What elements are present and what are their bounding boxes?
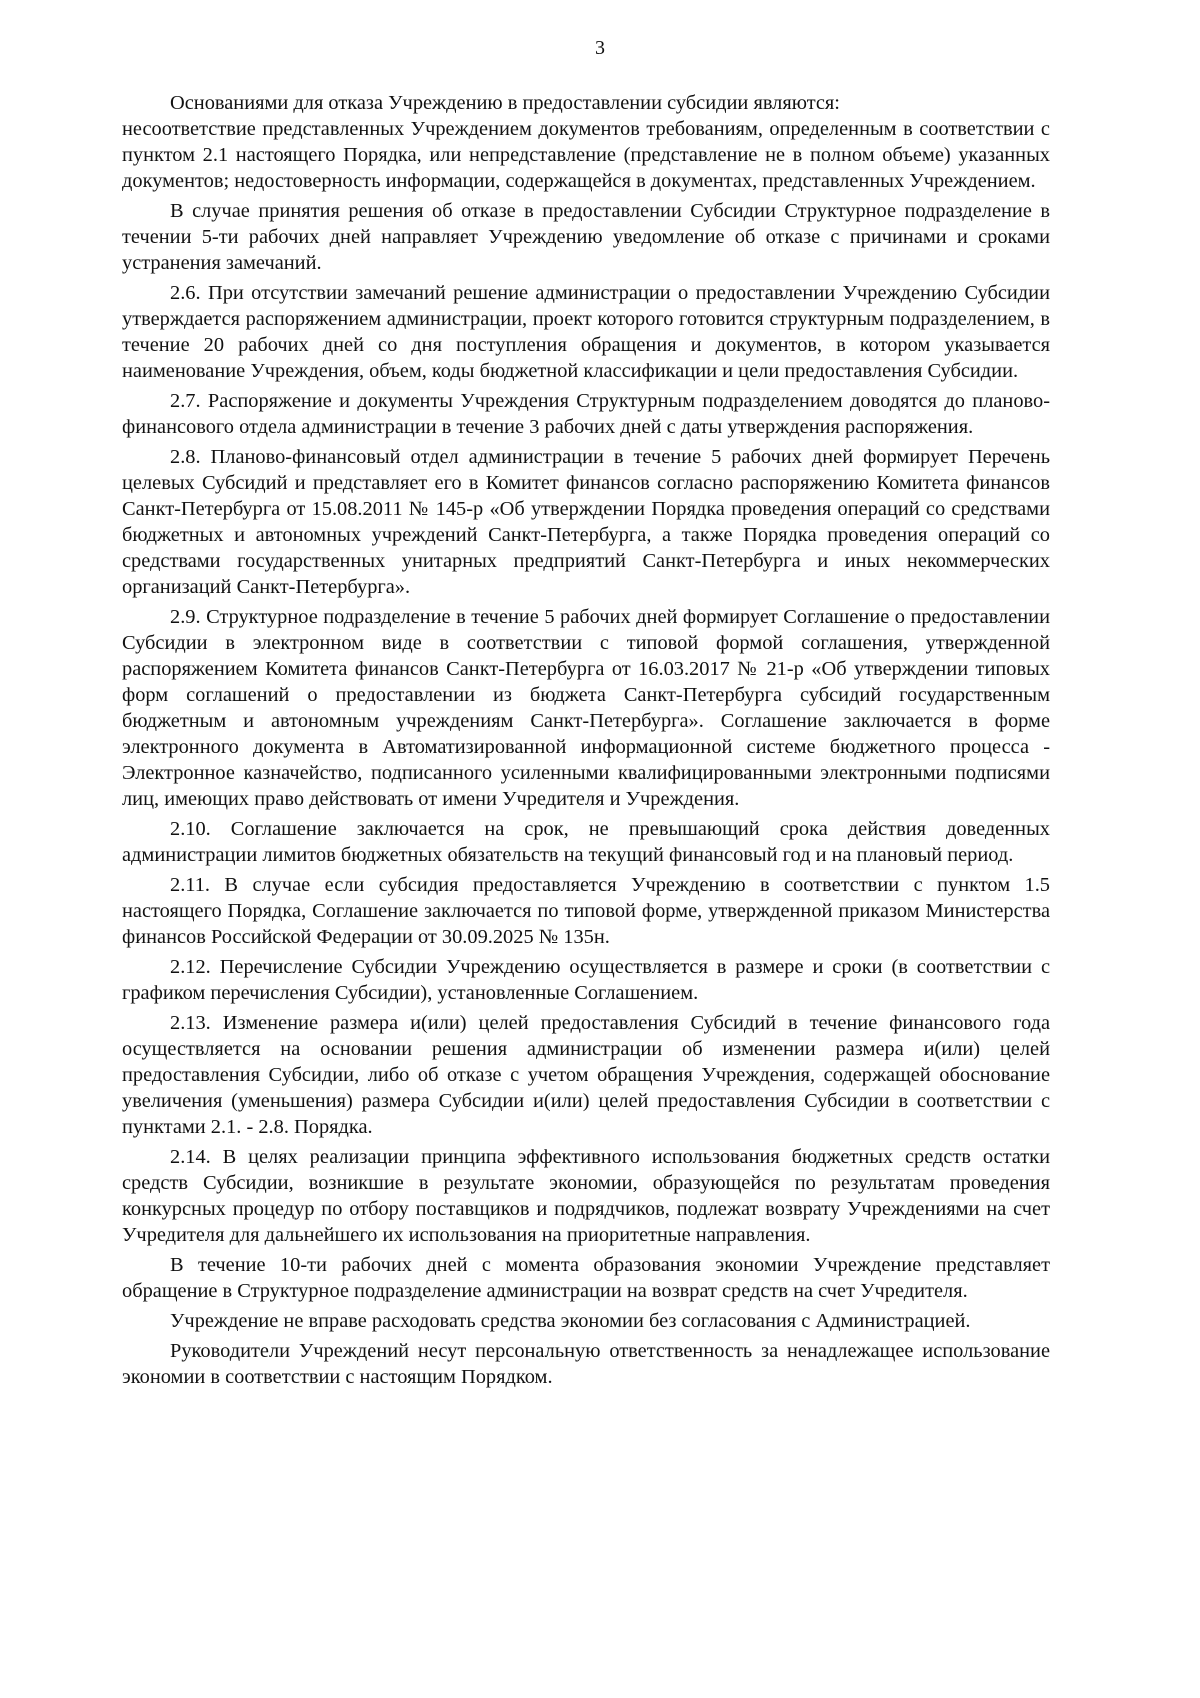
paragraph-refusal-grounds-list: несоответствие представленных Учреждением документов требованиям, определенным в соответствии с пунктом 2.1 настоящего Порядка, или непредставление (представление не в полном объеме) указанных документов; недостоверность информации, содержащейся в документах, представленных Учреждением. bbox=[122, 118, 1050, 192]
paragraph-2-7: 2.7. Распоряжение и документы Учреждения Структурным подразделением доводятся до планово-финансового отдела администрации в течение 3 рабочих дней с даты утверждения распоряжения. bbox=[122, 390, 1050, 438]
paragraph-2-13: 2.13. Изменение размера и(или) целей предоставления Субсидий в течение финансового года осуществляется на основании решения администрации об изменении размера и(или) целей предоставления Субсидии, либо об отказе с учетом обращения Учреждения, содержащей обоснование увеличения (уменьшения) размера Субсидии и(или) целей предоставления Субсидии в соответствии с пунктами 2.1. - 2.8. Порядка. bbox=[122, 1012, 1050, 1138]
page-number: 3 bbox=[595, 37, 605, 59]
paragraph-2-11: 2.11. В случае если субсидия предоставляется Учреждению в соответствии с пунктом 1.5 настоящего Порядка, Соглашение заключается по типовой форме, утвержденной приказом Министерства финансов Российской Федерации от 30.09.2025 № 135н. bbox=[122, 874, 1050, 948]
paragraph-refusal-grounds-intro: Основаниями для отказа Учреждению в предоставлении субсидии являются: bbox=[170, 92, 840, 114]
paragraph-2-14: 2.14. В целях реализации принципа эффективного использования бюджетных средств остатки средств Субсидии, возникшие в результате экономии, образующейся по результатам проведения конкурсных процедур по отбору поставщиков и подрядчиков, подлежат возврату Учреждениями на счет Учредителя для дальнейшего их использования на приоритетные направления. bbox=[122, 1146, 1050, 1246]
paragraph-2-8: 2.8. Планово-финансовый отдел администрации в течение 5 рабочих дней формирует Перечень целевых Субсидий и представляет его в Комитет финансов согласно распоряжению Комитета финансов Санкт-Петербурга от 15.08.2011 № 145-р «Об утверждении Порядка проведения операций со средствами бюджетных и автономных учреждений Санкт-Петербурга, а также Порядка проведения операций со средствами государственных унитарных предприятий Санкт-Петербурга и иных некоммерческих организаций Санкт-Петербурга». bbox=[122, 446, 1050, 598]
paragraph-2-6: 2.6. При отсутствии замечаний решение администрации о предоставлении Учреждению Субсидии утверждается распоряжением администрации, проект которого готовится структурным подразделением, в течение 20 рабочих дней со дня поступления обращения и документов, в котором указывается наименование Учреждения, объем, коды бюджетной классификации и цели предоставления Субсидии. bbox=[122, 282, 1050, 382]
paragraph-savings-restriction: Учреждение не вправе расходовать средства экономии без согласования с Администрацией. bbox=[170, 1310, 971, 1332]
paragraph-2-10: 2.10. Соглашение заключается на срок, не превышающий срока действия доведенных администрации лимитов бюджетных обязательств на текущий финансовый год и на плановый период. bbox=[122, 818, 1050, 866]
paragraph-2-9: 2.9. Структурное подразделение в течение 5 рабочих дней формирует Соглашение о предоставлении Субсидии в электронном виде в соответствии с типовой формой соглашения, утвержденной распоряжением Комитета финансов Санкт-Петербурга от 16.03.2017 № 21-р «Об утверждении типовых форм соглашений о предоставлении из бюджета Санкт-Петербурга субсидий государственным бюджетным и автономным учреждениям Санкт-Петербурга». Соглашение заключается в форме электронного документа в Автоматизированной информационной системе бюджетного процесса - Электронное казначейство, подписанного усиленными квалифицированными электронными подписями лиц, имеющих право действовать от имени Учредителя и Учреждения. bbox=[122, 606, 1050, 810]
paragraph-refusal-notice: В случае принятия решения об отказе в предоставлении Субсидии Структурное подразделение в течении 5-ти рабочих дней направляет Учреждению уведомление об отказе с причинами и сроками устранения замечаний. bbox=[122, 200, 1050, 274]
paragraph-2-12: 2.12. Перечисление Субсидии Учреждению осуществляется в размере и сроки (в соответствии с графиком перечисления Субсидии), установленные Соглашением. bbox=[122, 956, 1050, 1004]
paragraph-responsibility: Руководители Учреждений несут персональную ответственность за ненадлежащее использование экономии в соответствии с настоящим Порядком. bbox=[122, 1340, 1050, 1388]
paragraph-savings-return: В течение 10-ти рабочих дней с момента образования экономии Учреждение представляет обращение в Структурное подразделение администрации на возврат средств на счет Учредителя. bbox=[122, 1254, 1050, 1302]
document-body bbox=[122, 90, 1050, 1390]
